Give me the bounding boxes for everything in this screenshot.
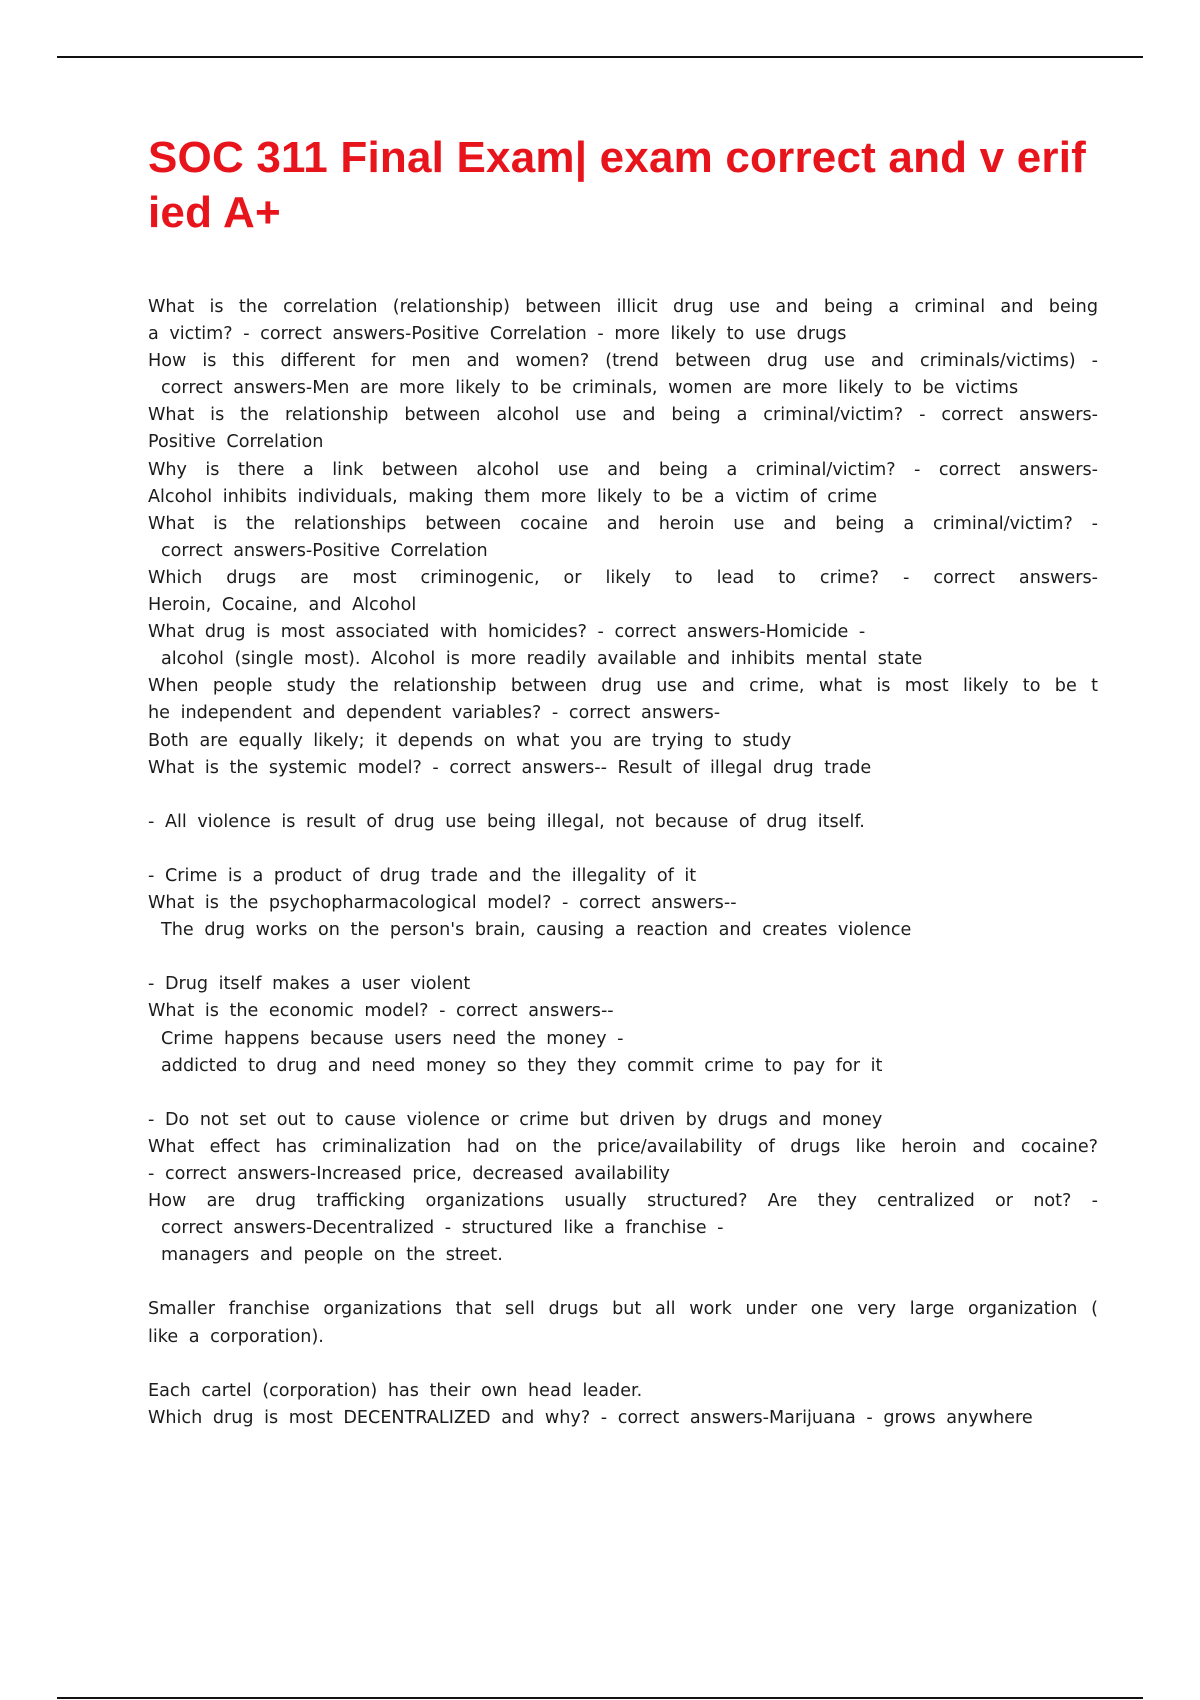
body-line: The drug works on the person's brain, causing a reaction and creates violence xyxy=(161,920,912,941)
body-line: like a corporation). xyxy=(148,1326,324,1347)
blank-line xyxy=(148,1080,1098,1107)
blank-line xyxy=(148,944,1098,971)
body-line: Which drug is most DECENTRALIZED and why? - correct answers-Marijuana - grows anywhere xyxy=(148,1407,1033,1428)
body-line: What is the relationships between cocaine and heroin use and being a criminal/victim? - xyxy=(148,513,1098,534)
body-line: What is the economic model? - correct answers-- xyxy=(148,1001,614,1022)
blank-line xyxy=(148,1351,1098,1378)
body-line: correct answers-Decentralized - structured like a franchise - xyxy=(161,1218,724,1239)
body-line: a victim? - correct answers-Positive Correlation - more likely to use drugs xyxy=(148,324,847,345)
body-line: Why is there a link between alcohol use and being a criminal/victim? - correct answers- xyxy=(148,459,1098,480)
body-line: - Crime is a product of drug trade and the illegality of it xyxy=(148,865,697,886)
body-line: What is the systemic model? - correct answers-- Result of illegal drug trade xyxy=(148,757,872,778)
footer-rule xyxy=(57,1697,1143,1699)
body-line: What drug is most associated with homicides? - correct answers-Homicide - xyxy=(148,622,866,643)
body-line: Crime happens because users need the money - xyxy=(161,1028,624,1049)
body-line: How is this different for men and women? (trend between drug use and criminals/victims) - xyxy=(148,351,1098,372)
body-line: What is the psychopharmacological model? - correct answers-- xyxy=(148,893,737,914)
body-line: What is the correlation (relationship) between illicit drug use and being a criminal and being xyxy=(148,297,1098,317)
body-line: he independent and dependent variables? - correct answers- xyxy=(148,703,721,724)
document-title: SOC 311 Final Exam| exam correct and v erified A+ xyxy=(148,133,1087,237)
header-rule xyxy=(57,56,1143,58)
body-line: Each cartel (corporation) has their own head leader. xyxy=(148,1380,643,1401)
body-line: When people study the relationship between drug use and crime, what is most likely to be t xyxy=(148,676,1098,697)
blank-line xyxy=(148,836,1098,863)
body-line: correct answers-Men are more likely to be criminals, women are more likely to be victims xyxy=(161,378,1019,399)
body-line: Positive Correlation xyxy=(148,432,324,453)
body-line: - Drug itself makes a user violent xyxy=(148,974,471,995)
body-line: - Do not set out to cause violence or crime but driven by drugs and money xyxy=(148,1109,883,1130)
body-line: - correct answers-Increased price, decreased availability xyxy=(148,1164,670,1184)
body-line: What is the relationship between alcohol use and being a criminal/victim? - correct answers- xyxy=(148,405,1098,426)
body-line: managers and people on the street. xyxy=(161,1245,503,1266)
body-line: - All violence is result of drug use being illegal, not because of drug itself. xyxy=(148,811,865,832)
body-line: Which drugs are most criminogenic, or likely to lead to crime? - correct answers- xyxy=(148,567,1098,588)
body-line: Both are equally likely; it depends on what you are trying to study xyxy=(148,730,792,751)
body-line: Smaller franchise organizations that sell drugs but all work under one very large organization ( xyxy=(148,1299,1098,1320)
body-line: correct answers-Positive Correlation xyxy=(161,540,488,561)
body-line: What effect has criminalization had on the price/availability of drugs like heroin and cocaine? xyxy=(148,1136,1098,1157)
body-line: alcohol (single most). Alcohol is more readily available and inhibits mental state xyxy=(161,649,923,670)
body-line: Alcohol inhibits individuals, making them more likely to be a victim of crime xyxy=(148,486,878,507)
document-body xyxy=(148,294,1098,1432)
document-page xyxy=(148,130,1098,1432)
blank-line xyxy=(148,1269,1098,1296)
body-line: addicted to drug and need money so they they commit crime to pay for it xyxy=(161,1055,883,1076)
blank-line xyxy=(148,782,1098,809)
body-line: How are drug trafficking organizations usually structured? Are they centralized or not? - xyxy=(148,1191,1098,1212)
body-line: Heroin, Cocaine, and Alcohol xyxy=(148,595,417,616)
